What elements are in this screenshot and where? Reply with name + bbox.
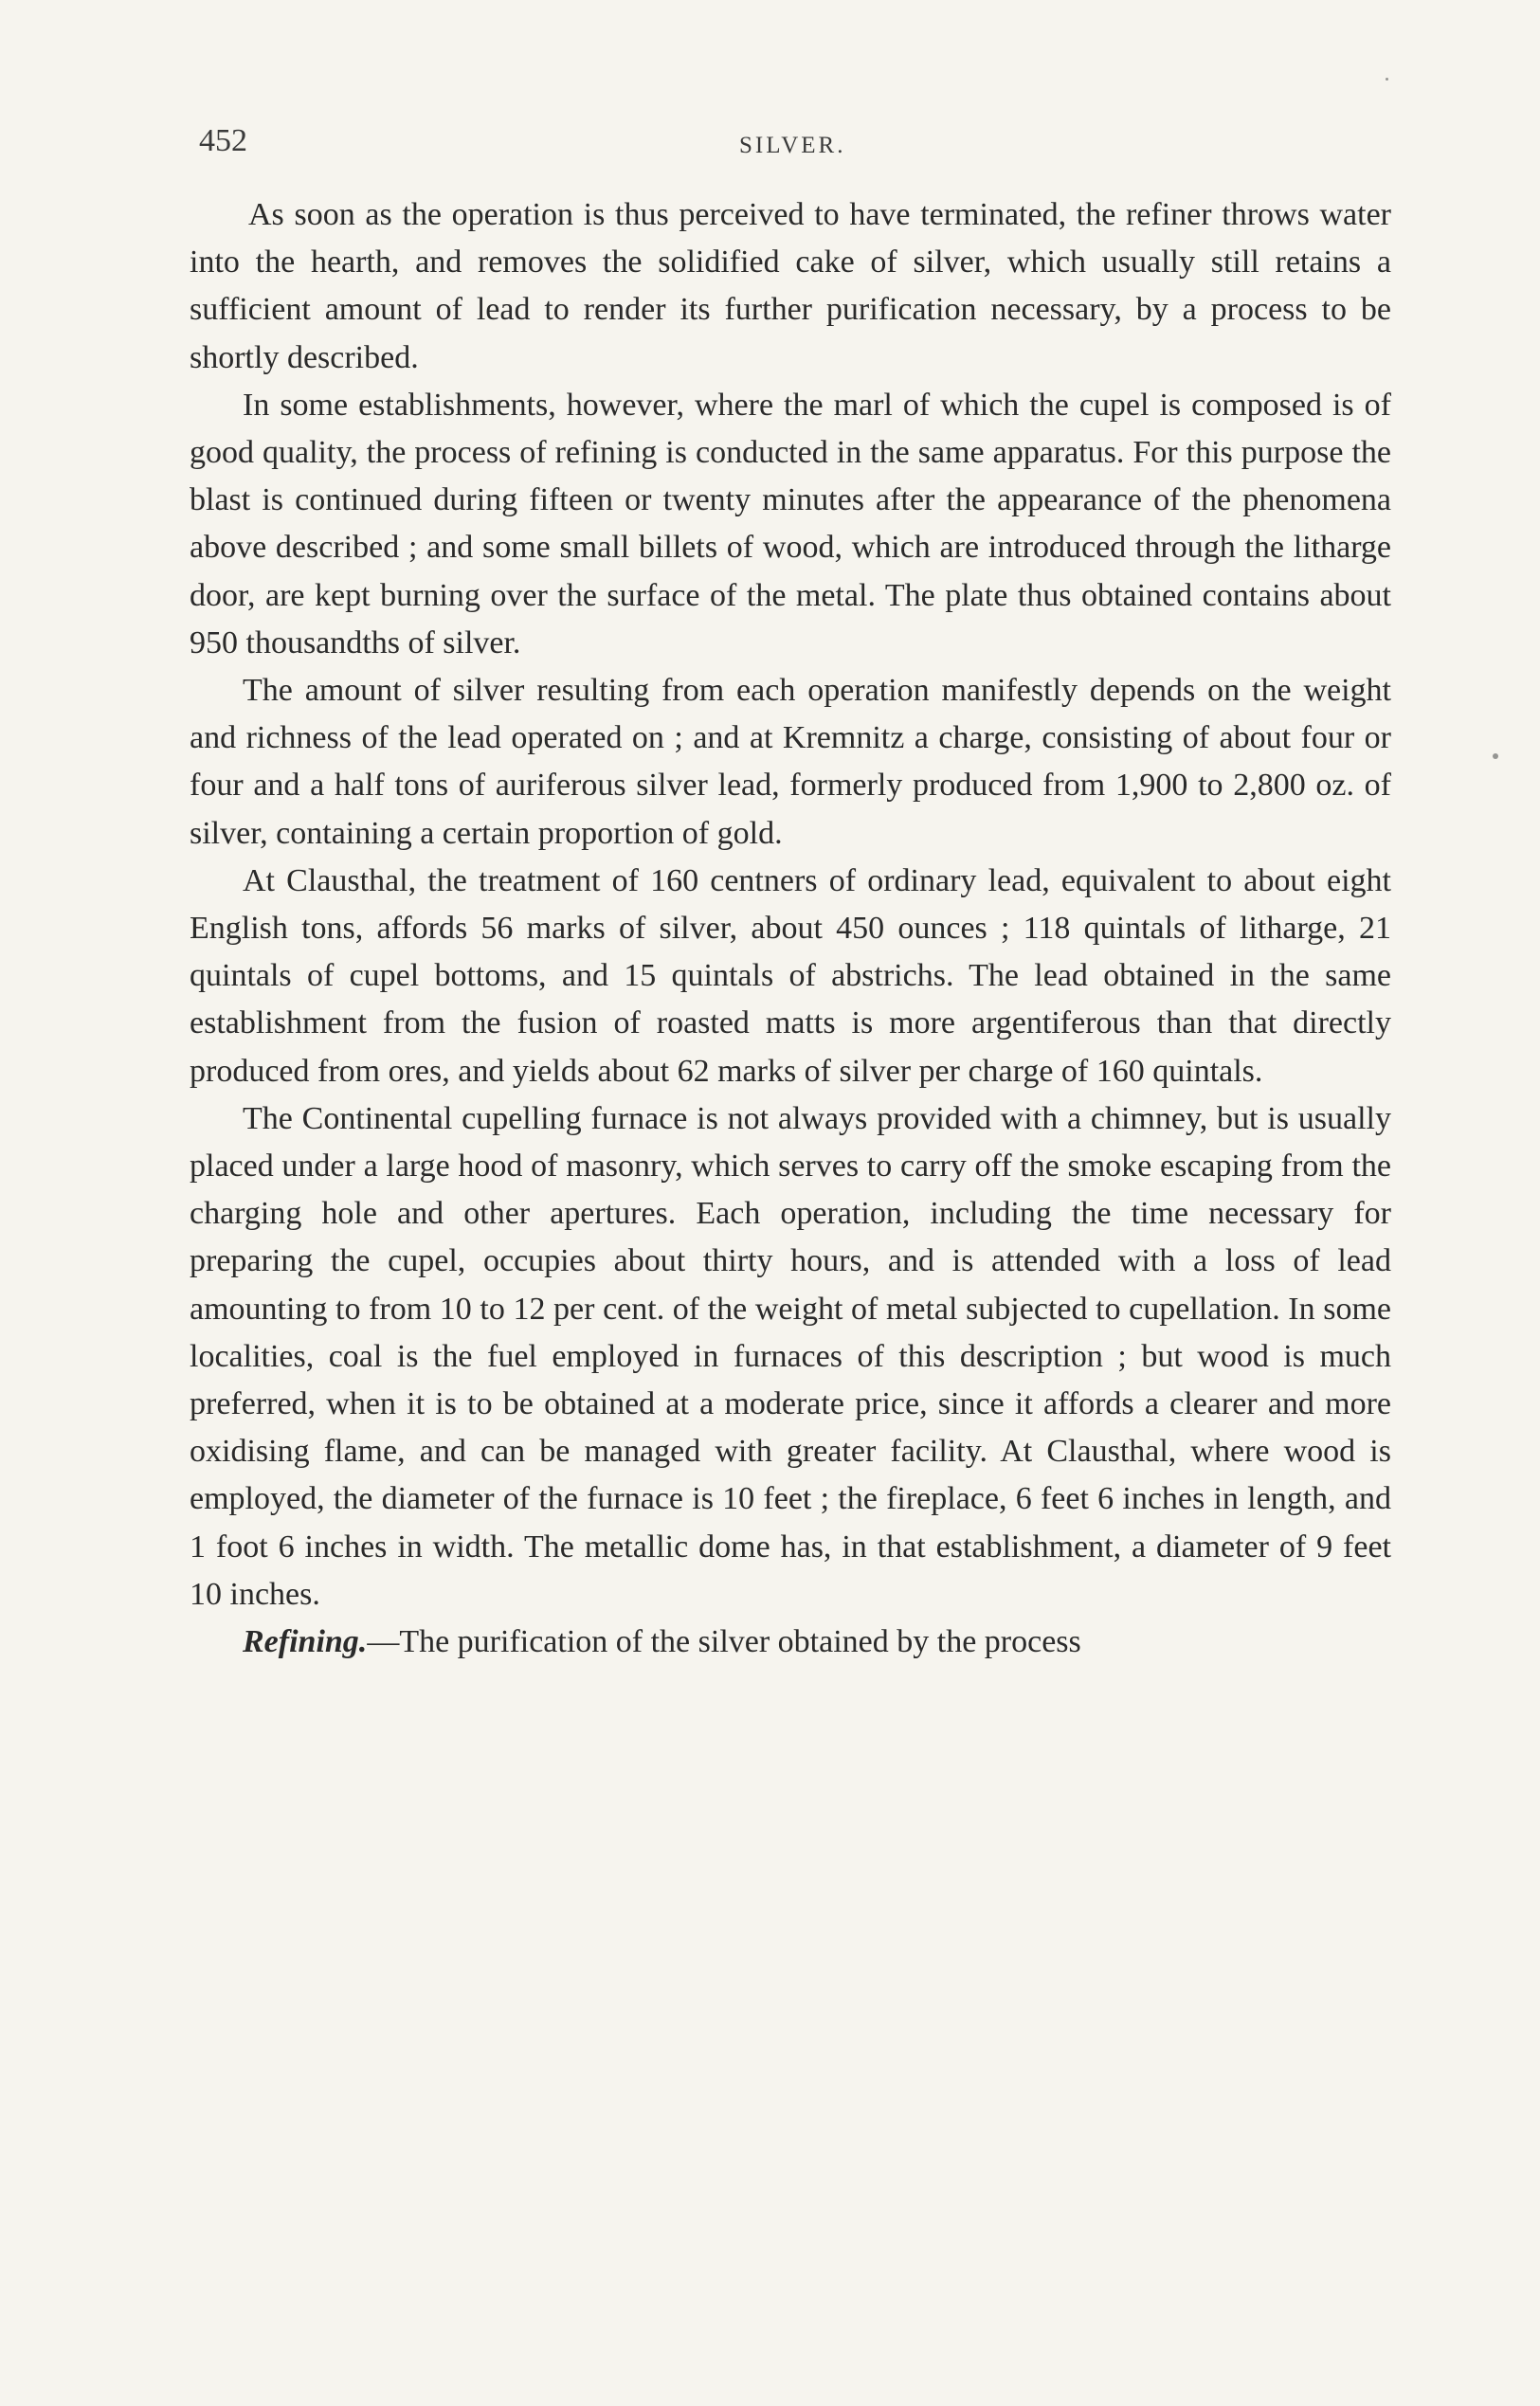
paper-speck [1493, 753, 1498, 759]
refining-heading: Refining. [243, 1624, 368, 1660]
paper-speck [1386, 78, 1388, 81]
page-number: 452 [199, 123, 247, 158]
running-head: SILVER. [739, 133, 846, 158]
paragraph-cake-of-silver: As soon as the operation is thus perceived to have terminated, the refiner throws water into the hearth, and removes the solidified cake of silver, which usually still retains a sufficient amount of lead to render its further purification necessary, by a process to be shortly described. [190, 197, 1391, 375]
page-header [199, 123, 1384, 171]
paragraph-refining-same-apparatus: In some establishments, however, where the marl of which the cupel is composed is of good quality, the process of refining is conducted in the same apparatus. For this purpose the blast is continued during fifteen or twenty minutes after the appearance of the phenomena above described ; and some small billets of wood, which are introduced through the litharge door, are kept burning over the surface of the metal. The plate thus obtained contains about 950 thousandths of silver. [190, 387, 1391, 660]
refining-text: —The purification of the silver obtained by the process [367, 1624, 1081, 1660]
paragraph-refining [190, 1619, 1391, 1666]
body-text [190, 191, 1391, 1666]
paragraph-kremnitz-charge: The amount of silver resulting from each operation manifestly depends on the weight and richness of the lead operated on ; and at Kremnitz a charge, consisting of about four or four and a half tons of auriferous silver lead, formerly produced from 1,900 to 2,800 oz. of silver, containing a certain proportion of gold. [190, 673, 1391, 851]
paragraph-clausthal-treatment: At Clausthal, the treatment of 160 centners of ordinary lead, equivalent to about eight English tons, affords 56 marks of silver, about 450 ounces ; 118 quintals of litharge, 21 quintals of cupel bottoms, and 15 quintals of abstrichs. The lead obtained in the same establishment from the fusion of roasted matts is more argentiferous than that directly produced from ores, and yields about 62 marks of silver per charge of 160 quintals. [190, 862, 1391, 1089]
paragraph-continental-furnace: The Continental cupelling furnace is not always provided with a chimney, but is usually placed under a large hood of masonry, which serves to carry off the smoke escaping from the charging hole and other apertures. Each operation, including the time necessary for preparing the cupel, occupies about thirty hours, and is attended with a loss of lead amounting to from 10 to 12 per cent. of the weight of metal subjected to cupellation. In some localities, coal is the fuel employed in furnaces of this description ; but wood is much preferred, when it is to be obtained at a moderate price, since it affords a clearer and more oxidising flame, and can be managed with greater facility. At Clausthal, where wood is employed, the diameter of the furnace is 10 feet ; the fireplace, 6 feet 6 inches in length, and 1 foot 6 inches in width. The metallic dome has, in that establishment, a diameter of 9 feet 10 inches. [190, 1100, 1391, 1612]
